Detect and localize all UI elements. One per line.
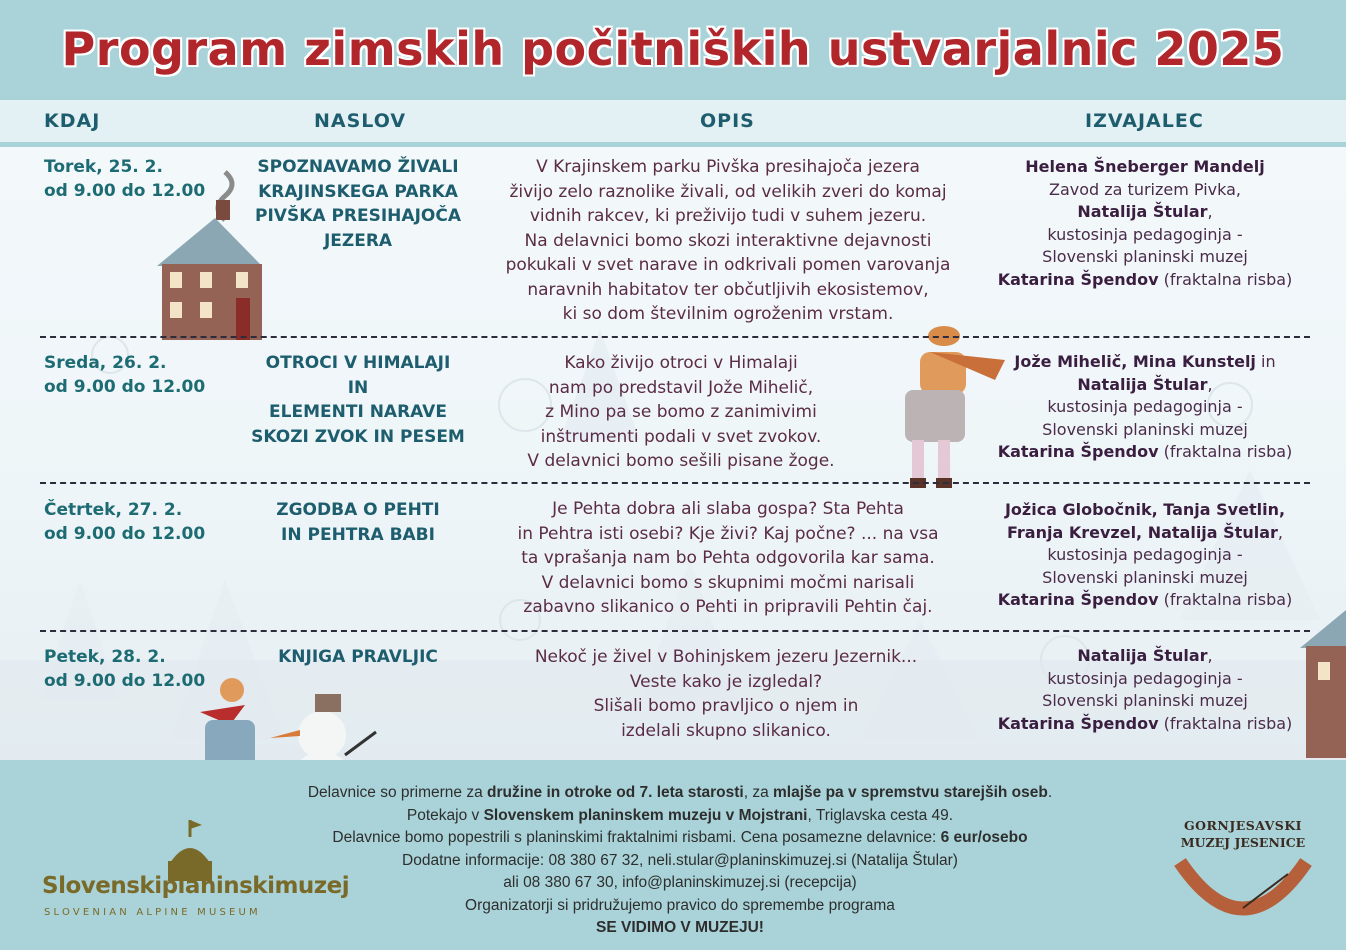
- row-4-title: [240, 645, 476, 670]
- row-divider: [40, 630, 1310, 632]
- row-1-desc-line: vidnih rakcev, ki preživijo tudi v suhem jezeru.: [529, 206, 927, 226]
- row-2-desc-line: V delavnici bomo sešili pisane žoge.: [527, 451, 835, 471]
- row-3-title: [240, 498, 476, 547]
- page-title: Program zimskih počitniških ustvarjalnic 2025: [61, 22, 1285, 76]
- gornjesavski-museum-logo: [1168, 816, 1318, 928]
- row-4-when: [44, 645, 205, 693]
- row-2-desc-line: inštrumenti podali v svet zvokov.: [540, 426, 822, 447]
- museum-logo-text: Slovenskiplaninskimuzej: [42, 873, 350, 899]
- footer-segment: 6 eur/osebo: [940, 829, 1028, 846]
- row-2-desc-line: z Mino pa se bomo z zanimivimi: [545, 402, 817, 422]
- sundial-icon: [1168, 850, 1318, 930]
- footer-segment: Dodatne informacije: 08 380 67 32, neli.stular@planinskimuzej.si (Natalija Štular): [402, 851, 958, 869]
- column-opis: OPIS: [700, 110, 755, 132]
- footer-line: [300, 782, 1060, 805]
- row-1-performers: Helena Šneberger Mandelj Zavod za turizem Pivka, Natalija Štular, kustosinja pedagoginja - Slovenski planinski muzej Katarina Špendov (fraktalna risba): [997, 157, 1293, 289]
- row-1-title-line: JEZERA: [323, 230, 393, 251]
- row-3-desc-line: ta vprašanja nam bo Pehta odgovorila kar sama.: [521, 548, 935, 568]
- row-1-desc-line: pokukali v svet narave in odkrivali pomen varovanja: [505, 255, 951, 275]
- row-2-description: [476, 351, 886, 474]
- footer-segment: , Triglavska cesta 49.: [807, 806, 954, 824]
- row-2-time: od 9.00 do 12.00: [44, 377, 206, 397]
- footer-segment: , za: [743, 784, 774, 801]
- table-header: [0, 100, 1346, 147]
- row-2-desc-line: Kako živijo otroci v Himalaji: [564, 353, 798, 373]
- row-4-desc-line: izdelali skupno slikanico.: [621, 720, 831, 741]
- row-1-day: Torek, 25. 2.: [44, 157, 163, 177]
- footer-line: [300, 895, 1060, 918]
- museum-logo-subtitle: SLOVENIAN ALPINE MUSEUM: [44, 907, 261, 918]
- row-divider: [40, 336, 1310, 338]
- row-2-title-line: ELEMENTI NARAVE: [269, 402, 447, 422]
- footer-segment: Organizatorji si pridružujemo pravico do spremembe programa: [465, 896, 895, 914]
- footer-info: [300, 782, 1060, 940]
- row-4-day: Petek, 28. 2.: [44, 647, 166, 667]
- footer-segment: družine in otroke od 7. leta starosti: [487, 784, 744, 801]
- row-2-when: [44, 351, 205, 399]
- footer-segment: Delavnice bomo popestrili s planinskimi fraktalnimi risbami. Cena posamezne delavnice:: [332, 829, 941, 846]
- row-1-title: [240, 155, 476, 253]
- footer-segment: Delavnice so primerne za: [307, 784, 488, 801]
- row-1-desc-line: živijo zelo raznolike živali, od velikih zveri do komaj: [509, 181, 947, 202]
- row-1-desc-line: naravnih habitatov ter občutljivih ekosistemov,: [527, 279, 929, 300]
- row-3-desc-line: zabavno slikanico o Pehti in pripravili Pehtin čaj.: [523, 597, 933, 617]
- row-3-desc-line: V delavnici bomo s skupnimi močmi narisali: [541, 572, 915, 593]
- column-naslov: NASLOV: [314, 110, 407, 132]
- footer-segment: Slovenskem planinskem muzeju v Mojstrani: [483, 806, 808, 824]
- column-izvajalec: IZVAJALEC: [1085, 110, 1204, 132]
- row-2-title-line: IN: [347, 377, 369, 398]
- row-2-performers: Jože Mihelič, Mina Kunstelj in Natalija Štular, kustosinja pedagoginja - Slovenski planinski muzej Katarina Špendov (fraktalna risba): [997, 352, 1293, 461]
- row-1-description: [470, 155, 986, 327]
- row-1-time: od 9.00 do 12.00: [44, 181, 206, 201]
- row-3-title-line: ZGODBA O PEHTI: [276, 500, 440, 520]
- row-2-title-line: SKOZI ZVOK IN PESEM: [251, 426, 465, 447]
- row-3-title-line: IN PEHTRA BABI: [281, 524, 435, 545]
- row-4-performers: Natalija Štular, kustosinja pedagoginja - Slovenski planinski muzej Katarina Špendov (fraktalna risba): [997, 646, 1293, 733]
- footer-segment: Potekajo v: [406, 806, 484, 824]
- row-4-desc-line: Veste kako je izgledal?: [629, 671, 823, 692]
- row-1-title-line: SPOZNAVAMO ŽIVALI: [257, 157, 459, 177]
- footer-line: [300, 827, 1060, 850]
- row-3-day: Četrtek, 27. 2.: [44, 500, 183, 520]
- footer-line: [300, 917, 1060, 940]
- row-4-desc-line: Slišali bomo pravljico o njem in: [593, 696, 859, 716]
- row-1-when: [44, 155, 205, 203]
- slovenian-alpine-museum-logo: [40, 815, 350, 925]
- footer-line: [300, 805, 1060, 828]
- footer-line: [300, 872, 1060, 895]
- row-3-performers: Jožica Globočnik, Tanja Svetlin, Franja Krevzel, Natalija Štular, kustosinja pedagoginja - Slovenski planinski muzej Katarina Špendov (fraktalna risba): [997, 500, 1293, 609]
- row-divider: [40, 482, 1310, 484]
- row-2-title-line: OTROCI V HIMALAJI: [265, 353, 451, 373]
- row-2-day: Sreda, 26. 2.: [44, 353, 167, 373]
- row-4-description: [476, 645, 976, 743]
- row-1-desc-line: ki so dom številnim ogroženim vrstam.: [562, 304, 894, 324]
- row-1-title-line: KRAJINSKEGA PARKA: [258, 181, 458, 202]
- footer-line: [300, 850, 1060, 873]
- row-1-desc-line: V Krajinskem parku Pivška presihajoča jezera: [536, 157, 920, 177]
- row-3-when: [44, 498, 205, 546]
- row-2-desc-line: nam po predstavil Jože Mihelič,: [548, 377, 814, 398]
- row-2-title: [240, 351, 476, 449]
- column-kdaj: KDAJ: [44, 110, 101, 132]
- row-3-desc-line: Je Pehta dobra ali slaba gospa? Sta Pehta: [552, 499, 904, 519]
- row-4-title-line: KNJIGA PRAVLJIC: [278, 647, 438, 667]
- row-3-time: od 9.00 do 12.00: [44, 524, 206, 544]
- footer-segment: SE VIDIMO V MUZEJU!: [596, 919, 764, 936]
- row-1-title-line: PIVŠKA PRESIHAJOČA: [255, 206, 461, 226]
- row-4-time: od 9.00 do 12.00: [44, 671, 206, 691]
- footer-segment: ali 08 380 67 30, info@planinskimuzej.si (recepcija): [503, 874, 857, 891]
- footer-segment: .: [1047, 784, 1053, 801]
- row-3-description: [470, 497, 986, 620]
- jesenice-logo-bottom: MUZEJ JESENICE: [1180, 835, 1306, 850]
- jesenice-logo-top: GORNJESAVSKI: [1183, 818, 1303, 833]
- row-1-desc-line: Na delavnici bomo skozi interaktivne dejavnosti: [524, 230, 932, 251]
- row-3-desc-line: in Pehtra isti osebi? Kje živi? Kaj počne? ... na vsa: [517, 523, 939, 544]
- footer-segment: mlajše pa v spremstvu starejših oseb: [773, 784, 1048, 801]
- row-4-desc-line: Nekoč je živel v Bohinjskem jezeru Jezernik...: [534, 647, 918, 667]
